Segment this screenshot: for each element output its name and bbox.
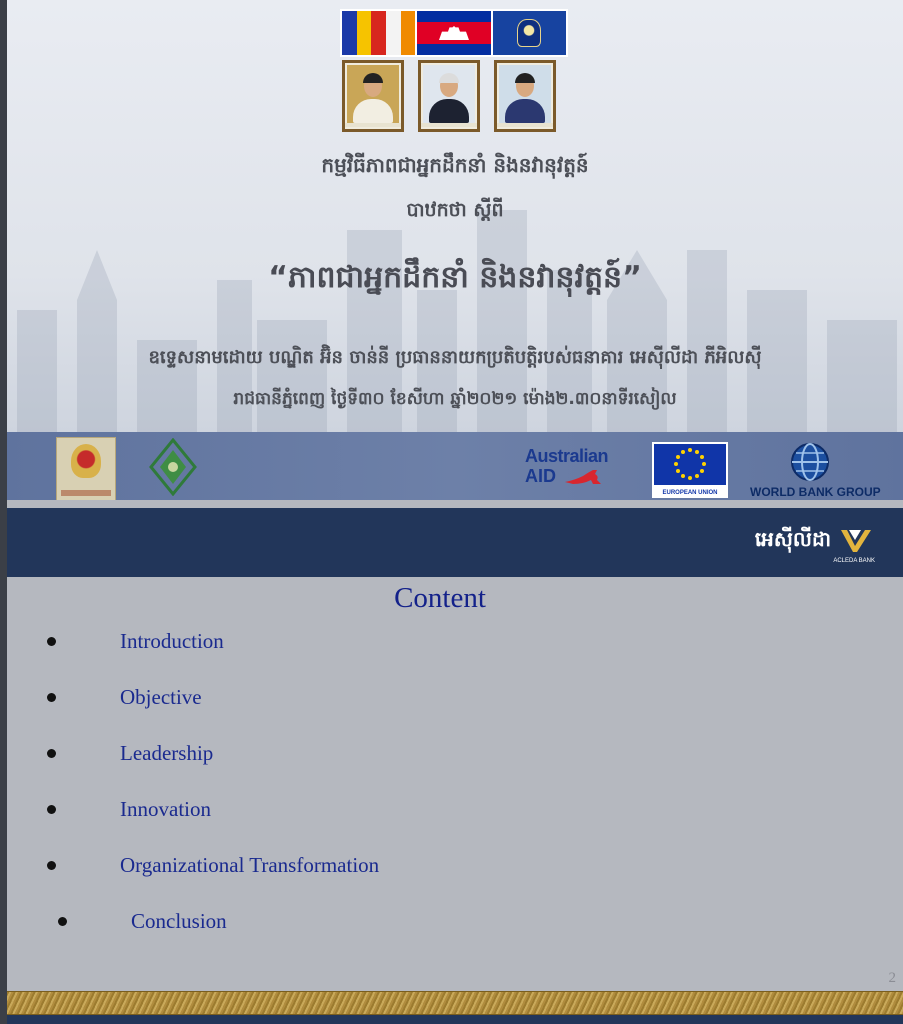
acleda-brand-en: ACLEDA BANK <box>833 558 875 564</box>
acleda-emblem-icon <box>839 526 873 556</box>
presenter-line: ឧទ្ទេសនាមដោយ បណ្ឌិត អ៊ិន ចាន់នី ប្រធាននាយកប្រតិបត្តិរបស់ធនាគារ អេស៊ីលីដា ភីអិលស៊ី <box>148 347 762 368</box>
globe-icon <box>790 442 830 482</box>
cambodia-flag-icon <box>417 11 490 55</box>
program-name: កម្មវិធីភាពជាអ្នកដឹកនាំ និងនវានុវត្តន៍ <box>321 153 589 177</box>
kangaroo-icon <box>563 468 607 486</box>
world-bank-name: WORLD BANK GROUP <box>750 485 881 499</box>
bullet-icon <box>47 805 56 814</box>
list-item <box>47 738 214 768</box>
bullet-icon <box>47 637 56 646</box>
next-slide-edge <box>7 1015 903 1024</box>
portrait-king <box>342 60 404 132</box>
date-line: រាជធានីភ្នំពេញ ថ្ងៃទី៣០ ខែសីហា ឆ្នាំ២០២១ ម៉ោង២.៣០នាទីរសៀល <box>233 389 677 409</box>
list-item <box>47 682 202 712</box>
list-item-label: Leadership <box>120 740 214 765</box>
lecture-label: បាឋកថា ស្ដីពី <box>406 199 504 221</box>
royal-flag-icon <box>493 11 566 55</box>
lecture-title: “ភាពជាអ្នកដឹកនាំ និងនវានុវត្តន៍” <box>268 260 642 295</box>
list-item-label: Organizational Transformation <box>120 852 380 877</box>
content-title: Content <box>394 582 486 614</box>
page-number: 2 <box>888 970 896 986</box>
flags <box>340 9 568 57</box>
list-item <box>58 906 227 936</box>
ministry-logo-icon <box>56 437 116 500</box>
window-left-edge <box>0 0 7 1024</box>
slide-divider <box>7 500 903 508</box>
list-item-label: Introduction <box>120 628 224 653</box>
bullet-icon <box>58 917 67 926</box>
slide-header-bar <box>7 508 903 577</box>
list-item <box>47 626 224 656</box>
european-union-logo <box>652 442 728 498</box>
aus-aid-line2: AID <box>525 466 556 486</box>
bullet-icon <box>47 693 56 702</box>
gold-footer-strip <box>7 991 903 1015</box>
aus-aid-line1: Australian <box>525 446 609 466</box>
world-bank-logo <box>750 442 881 499</box>
portrait-king-father <box>418 60 480 132</box>
australian-aid-logo <box>525 446 625 490</box>
eu-caption: EUROPEAN UNION <box>662 490 718 496</box>
list-item-label: Objective <box>120 684 202 709</box>
acleda-logo <box>754 526 875 564</box>
list-item-label: Conclusion <box>131 908 227 933</box>
portrait-queen-mother <box>494 60 556 132</box>
list-item <box>47 850 380 880</box>
list-item <box>47 794 211 824</box>
buddhist-flag-icon <box>342 11 415 55</box>
list-item-label: Innovation <box>120 796 211 821</box>
eu-stars-icon <box>654 444 726 485</box>
institute-logo-icon <box>148 438 198 496</box>
partner-logo-band <box>7 432 903 500</box>
bullet-icon <box>47 861 56 870</box>
royal-portraits <box>342 60 556 132</box>
title-slide <box>7 0 903 500</box>
acleda-brand-kh: អេស៊ីលីដា <box>754 527 831 551</box>
bullet-icon <box>47 749 56 758</box>
